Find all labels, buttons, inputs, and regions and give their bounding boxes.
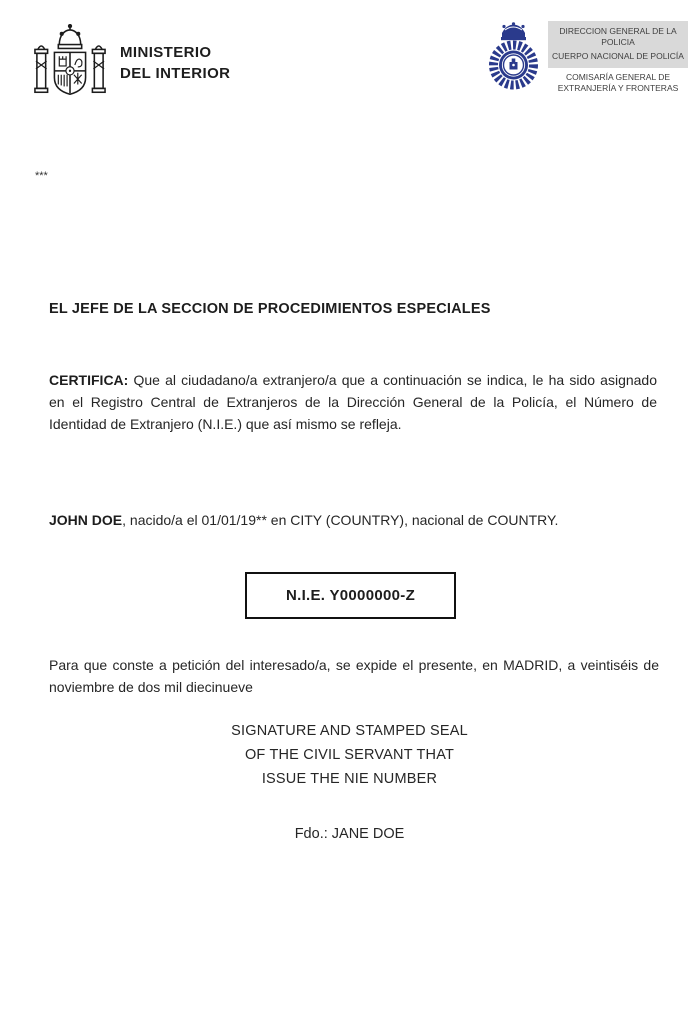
- ministry-name: [120, 42, 230, 84]
- nie-number-value: N.I.E. Y0000000-Z: [285, 587, 416, 604]
- ministry-name-line2: DEL INTERIOR: [120, 65, 231, 82]
- directorate-general-label: DIRECCION GENERAL DE LA POLICIA: [559, 26, 677, 47]
- certifica-text: Que al ciudadano/a extranjero/a que a continuación se indica, le ha sido asignado en el Registro Central de Extranjeros de la Dirección General de la Policía, el Número de Identidad de Extranjero (N.I.E.) que así mismo se refleja.: [49, 372, 657, 432]
- national-police-badge-icon: [483, 22, 544, 92]
- signature-placeholder-note: [0, 719, 699, 791]
- ministry-name-line1: MINISTERIO: [120, 44, 212, 61]
- signature-note-line3: ISSUE THE NIE NUMBER: [261, 771, 438, 787]
- signed-by-line: Fdo.: JANE DOE: [294, 826, 405, 842]
- nie-number-box: [245, 572, 456, 619]
- subject-line: [49, 509, 657, 531]
- document-heading: EL JEFE DE LA SECCION DE PROCEDIMIENTOS ESPECIALES: [49, 301, 491, 317]
- comisaria-general-label: COMISARÍA GENERAL DE EXTRANJERÍA Y FRONTERAS: [557, 72, 679, 93]
- closing-paragraph: Para que conste a petición del interesado/a, se expide el presente, en MADRID, a veintiséis de noviembre de dos mil diecinueve: [49, 657, 659, 695]
- police-org-boxed-labels: [548, 21, 688, 68]
- subject-details: , nacido/a el 01/01/19** en CITY (COUNTRY), nacional de COUNTRY.: [122, 512, 559, 528]
- reference-marks: ***: [35, 170, 48, 182]
- national-police-corps-label: CUERPO NACIONAL DE POLICÍA: [552, 51, 684, 61]
- signature-note-line2: OF THE CIVIL SERVANT THAT: [244, 747, 455, 763]
- signature-note-line1: SIGNATURE AND STAMPED SEAL: [231, 723, 468, 739]
- spain-coat-of-arms-icon: [33, 24, 107, 106]
- certifica-label: CERTIFICA:: [49, 372, 129, 388]
- certification-paragraph: [49, 369, 657, 435]
- police-org-labels: [548, 21, 688, 94]
- subject-name: JOHN DOE: [49, 512, 123, 528]
